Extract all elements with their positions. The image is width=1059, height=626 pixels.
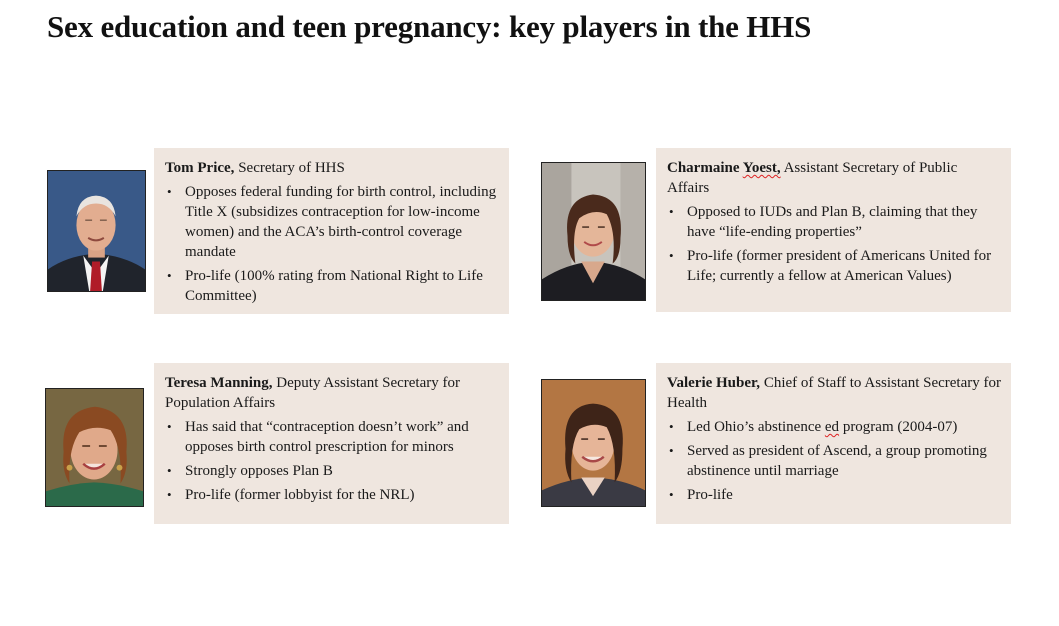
page-title: Sex education and teen pregnancy: key players in the HHS (47, 9, 812, 44)
valerie-huber-role: Chief of Staff to Assistant Secretary for Health (667, 375, 1001, 411)
valerie-huber-heading (667, 373, 1001, 413)
list-item: • Pro-life (former president of Americans United for Life; currently a fellow at American Values) (667, 246, 1001, 286)
teresa-manning-bullets (165, 417, 499, 505)
valerie-huber-card (656, 363, 1011, 524)
list-item: • Opposed to IUDs and Plan B, claiming that they have “life-ending properties” (667, 202, 1001, 242)
charmaine-yoest-name: Charmaine Yoest, (667, 160, 781, 176)
list-item: • Served as president of Ascend, a group promoting abstinence until marriage (667, 441, 1001, 481)
list-item: • Pro-life (100% rating from National Right to Life Committee) (165, 266, 499, 306)
list-item: • Pro-life (former lobbyist for the NRL) (165, 485, 499, 505)
tom-price-card (154, 148, 509, 314)
tom-price-role: Secretary of HHS (238, 160, 345, 176)
tom-price-name: Tom Price, (165, 160, 235, 176)
charmaine-yoest-heading (667, 158, 1001, 198)
tom-price-bullets (165, 182, 499, 306)
teresa-manning-name: Teresa Manning, (165, 375, 273, 391)
valerie-huber-photo (541, 379, 646, 507)
tom-price-photo (47, 170, 146, 292)
list-item: • Has said that “contraception doesn’t work” and opposes birth control prescription for minors (165, 417, 499, 457)
list-item: • Opposes federal funding for birth control, including Title X (subsidizes contraception for low-income women) and the ACA’s birth-control coverage mandate (165, 182, 499, 262)
valerie-huber-bullets (667, 417, 1001, 505)
charmaine-yoest-role: Assistant Secretary of Public Affairs (667, 160, 958, 196)
list-item: • Led Ohio’s abstinence ed program (2004-07) (667, 417, 1001, 437)
teresa-manning-photo (45, 388, 144, 507)
charmaine-yoest-bullets (667, 202, 1001, 286)
teresa-manning-role: Deputy Assistant Secretary for Population Affairs (165, 375, 460, 411)
list-item: • Strongly opposes Plan B (165, 461, 499, 481)
charmaine-yoest-photo (541, 162, 646, 301)
teresa-manning-heading (165, 373, 499, 413)
charmaine-yoest-card (656, 148, 1011, 312)
list-item: • Pro-life (667, 485, 1001, 505)
teresa-manning-card (154, 363, 509, 524)
tom-price-heading (165, 158, 499, 178)
valerie-huber-name: Valerie Huber, (667, 375, 761, 391)
